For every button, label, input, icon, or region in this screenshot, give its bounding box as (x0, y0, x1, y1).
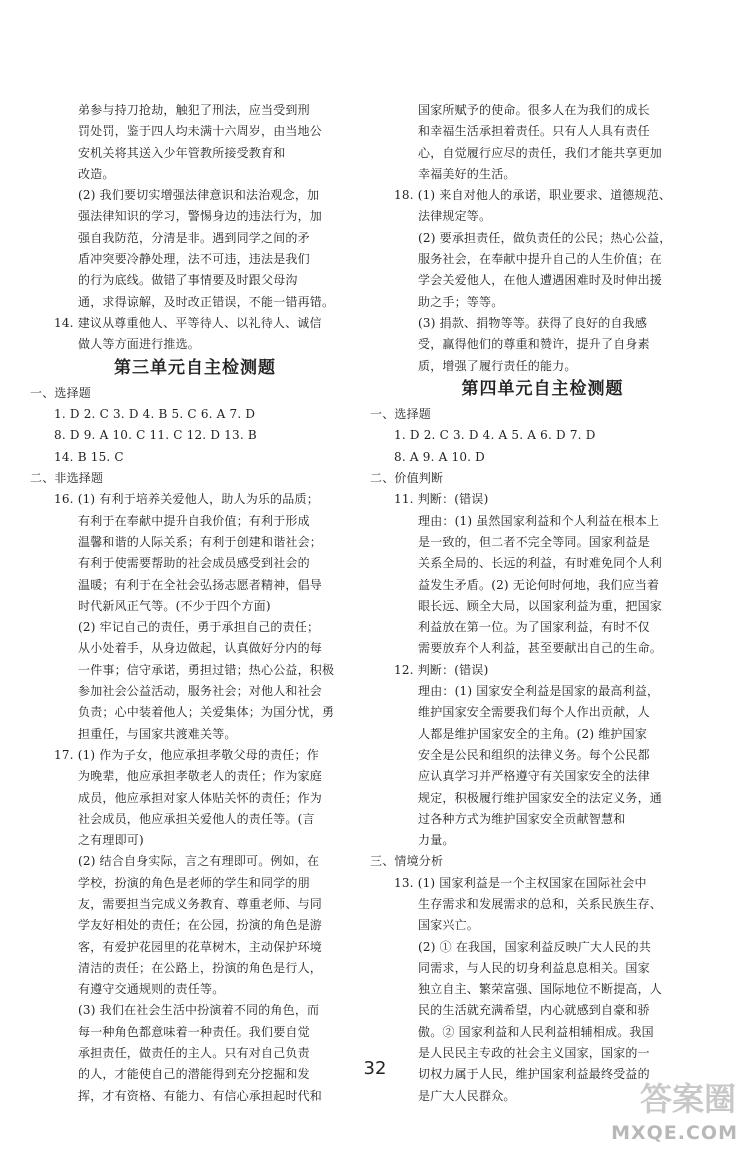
text-line: 担重任，与国家共渡难关等。 (78, 726, 237, 741)
text-line: 眼长远、顾全大局，以国家利益为重，把国家 (418, 598, 663, 613)
text-line: 傲。② 国家利益和人民利益相辅相成。我国 (418, 1024, 654, 1039)
watermark-logo: 答案圈 (639, 1080, 736, 1118)
section-heading: 二、价值判断 (370, 471, 444, 486)
section-heading: 一、选择题 (30, 385, 92, 400)
text-line: (3) 我们在社会生活中扮演着不同的角色，而 (78, 1003, 320, 1018)
text-line: 学友好相处的责任；在公园，扮演的角色是游 (78, 918, 323, 933)
text-line: 是人民民主专政的社会主义国家，国家的一 (418, 1046, 650, 1061)
text-line: 罚处罚，鉴于四人均未满十六周岁，由当地公 (78, 124, 323, 139)
text-line: 安机关将其送入少年管教所接受教育和 (78, 145, 286, 160)
text-line: 清洁的责任；在公路上，扮演的角色是行人， (78, 960, 323, 975)
text-line: 盾冲突要冷静处理，法不可违，违法是我们 (78, 252, 310, 267)
text-line: 独立自主、繁荣富强、国际地位不断提高，人 (418, 982, 663, 997)
text-line: 质，增强了履行责任的能力。 (418, 358, 577, 373)
text-line: (2) 结合自身实际，言之有理即可。例如，在 (78, 854, 320, 869)
text-line: 时代新风正气等。(不少于四个方面) (78, 598, 271, 613)
text-line: 13. (1) 国家利益是一个主权国家在国际社会中 (394, 875, 647, 890)
text-line: 改造。 (78, 166, 115, 181)
text-line: 12. 判断：(错误) (394, 662, 489, 677)
text-line: 理由：(1) 虽然国家利益和个人利益在根本上 (418, 513, 660, 528)
text-line: 客，有爱护花园里的花草树木，主动保护环境 (78, 939, 323, 954)
text-line: 规定，积极履行维护国家安全的法定义务，通 (418, 790, 663, 805)
text-line: 有利于在奉献中提升自我价值；有利于形成 (78, 513, 310, 528)
text-line: 友，需要担当完成义务教育、尊重老师、与同 (78, 896, 323, 911)
text-line: 受，赢得他们的尊重和赞许，提升了自身素 (418, 337, 650, 352)
text-line: 一件事；信守承诺，勇担过错；热心公益，积极 (78, 662, 335, 677)
text-line: 14. 建议从尊重他人、平等待人、以礼待人、诚信 (54, 315, 322, 330)
text-line: 生存需求和发展需求的总和，关系民族生存、 (418, 896, 663, 911)
text-line: 需要放弃个人利益，甚至要献出自己的生命。 (418, 641, 663, 656)
text-line: 心，自觉履行应尽的责任，我们才能共享更加 (418, 145, 663, 160)
text-line: 弟参与持刀抢劫，触犯了刑法，应当受到刑 (78, 103, 310, 117)
text-line: 16. (1) 有利于培养关爱他人，助人为乐的品质； (54, 492, 319, 507)
text-line: 社会成员，他应承担关爱他人的责任等。(言 (78, 811, 315, 826)
left-column (30, 100, 360, 1107)
text-line: 理由：(1) 国家安全利益是国家的最高利益， (418, 684, 660, 699)
section-heading: 二、非选择题 (30, 471, 104, 486)
text-line: 民的生活就充满希望，内心就感到自豪和骄 (418, 1003, 650, 1018)
text-line: 从小处着手，从身边做起，认真做好分内的每 (78, 641, 323, 656)
text-line: (2) 牢记自己的责任，勇于承担自己的责任； (78, 620, 320, 635)
text-line: 成员，他应承担对家人体贴关怀的责任；作为 (78, 790, 323, 805)
text-line: 为晚辈，他应承担孝敬老人的责任；作为家庭 (78, 769, 323, 784)
text-line: 18. (1) 来自对他人的承诺，职业要求、道德规范、 (394, 188, 672, 203)
text-line: 利益放在第一位。为了国家利益，有时不仅 (418, 620, 650, 635)
text-line: 有遵守交通规则的责任等。 (78, 982, 225, 997)
text-line: 国家所赋予的使命。很多人在为我们的成长 (418, 103, 650, 117)
watermark (586, 1070, 746, 1150)
text-line: 的人，才能使自己的潜能得到充分挖掘和发 (78, 1067, 310, 1082)
text-line: 强法律知识的学习，警惕身边的违法行为，加 (78, 209, 323, 224)
text-line: (3) 捐款、捐物等等。获得了良好的自我感 (418, 315, 648, 330)
text-line: 通，求得谅解，及时改正错误，不能一错再错。 (78, 294, 335, 309)
text-line: 之有理即可) (78, 833, 144, 848)
text-line: 温暖；有利于在全社会弘扬志愿者精神，倡导 (78, 577, 323, 592)
text-line: 温馨和谐的人际关系；有利于创建和谐社会； (78, 534, 323, 549)
text-line: 安全是公民和组织的法律义务。每个公民都 (418, 747, 650, 762)
unit-3-title: 第三单元自主检测题 (114, 357, 276, 378)
text-line: 每一种角色都意味着一种责任。我们要自觉 (78, 1024, 310, 1039)
text-line: 和幸福生活承担着责任。只有人人具有责任 (418, 124, 650, 139)
page-number: 32 (363, 1058, 387, 1079)
text-line: 切权力属于人民，维护国家利益最终受益的 (418, 1067, 650, 1082)
text-line: 维护国家安全需要我们每个人作出贡献，人 (418, 705, 650, 720)
section-heading: 三、情境分析 (370, 854, 444, 869)
text-line: 服务社会，在奉献中提升自己的人生价值；在 (418, 252, 663, 267)
text-line: 强自我防范，分清是非。遇到同学之间的矛 (78, 230, 310, 245)
text-line: 是一致的，但二者不完全等同。国家利益是 (418, 534, 650, 549)
choice-answers: 8. A 9. A 10. D (394, 449, 486, 464)
text-line: 人都是维护国家安全的主角。(2) 维护国家 (418, 726, 648, 741)
text-line: 力量。 (418, 833, 455, 848)
text-line: 幸福美好的生活。 (418, 166, 516, 181)
text-line: (2) 我们要切实增强法律意识和法治观念，加 (78, 188, 320, 203)
section-heading: 一、选择题 (370, 407, 432, 422)
choice-answers: 1. D 2. C 3. D 4. A 5. A 6. D 7. D (394, 428, 596, 443)
choice-answers: 14. B 15. C (54, 449, 124, 464)
right-column (370, 100, 715, 1107)
watermark-site: MXQE.COM (611, 1122, 738, 1144)
text-line: 过各种方式为维护国家安全贡献智慧和 (418, 811, 626, 826)
text-line: 关系全局的、长远的利益，有时难免同个人利 (418, 556, 663, 571)
text-line: 参加社会公益活动，服务社会；对他人和社会 (78, 684, 323, 699)
text-line: (2) ① 在我国，国家利益反映广大人民的共 (418, 939, 652, 954)
text-line: 法律规定等。 (418, 209, 492, 224)
text-line: 益发生矛盾。(2) 无论何时何地，我们应当着 (418, 577, 660, 592)
text-line: 助之手；等等。 (418, 294, 504, 309)
text-line: 负责；心中装着他人；关爱集体；为国分忧，勇 (78, 705, 335, 720)
choice-answers: 1. D 2. C 3. D 4. B 5. C 6. A 7. D (54, 407, 256, 422)
text-line: 承担责任，做责任的主人。只有对自己负责 (78, 1046, 310, 1061)
text-line: 有利于使需要帮助的社会成员感受到社会的 (78, 556, 310, 571)
text-line: (2) 要承担责任，做负责任的公民；热心公益， (418, 230, 672, 245)
text-line: 的行为底线。做错了事情要及时跟父母沟 (78, 273, 298, 288)
text-line: 同需求，与人民的切身利益息息相关。国家 (418, 960, 650, 975)
text-line: 做人等方面进行推选。 (78, 337, 201, 352)
text-line: 应认真学习并严格遵守有关国家安全的法律 (418, 769, 650, 784)
unit-4-title: 第四单元自主检测题 (461, 378, 624, 399)
text-line: 学会关爱他人，在他人遭遇困难时及时伸出援 (418, 273, 663, 288)
text-line: 是广大人民群众。 (418, 1088, 516, 1103)
text-line: 11. 判断：(错误) (394, 492, 489, 507)
text-line: 17. (1) 作为子女，他应承担孝敬父母的责任；作 (54, 747, 319, 762)
text-line: 国家兴亡。 (418, 918, 480, 933)
text-line: 学校，扮演的角色是老师的学生和同学的朋 (78, 875, 310, 890)
text-line: 挥，才有资格、有能力、有信心承担起时代和 (78, 1088, 323, 1103)
choice-answers: 8. D 9. A 10. C 11. C 12. D 13. B (54, 428, 257, 443)
